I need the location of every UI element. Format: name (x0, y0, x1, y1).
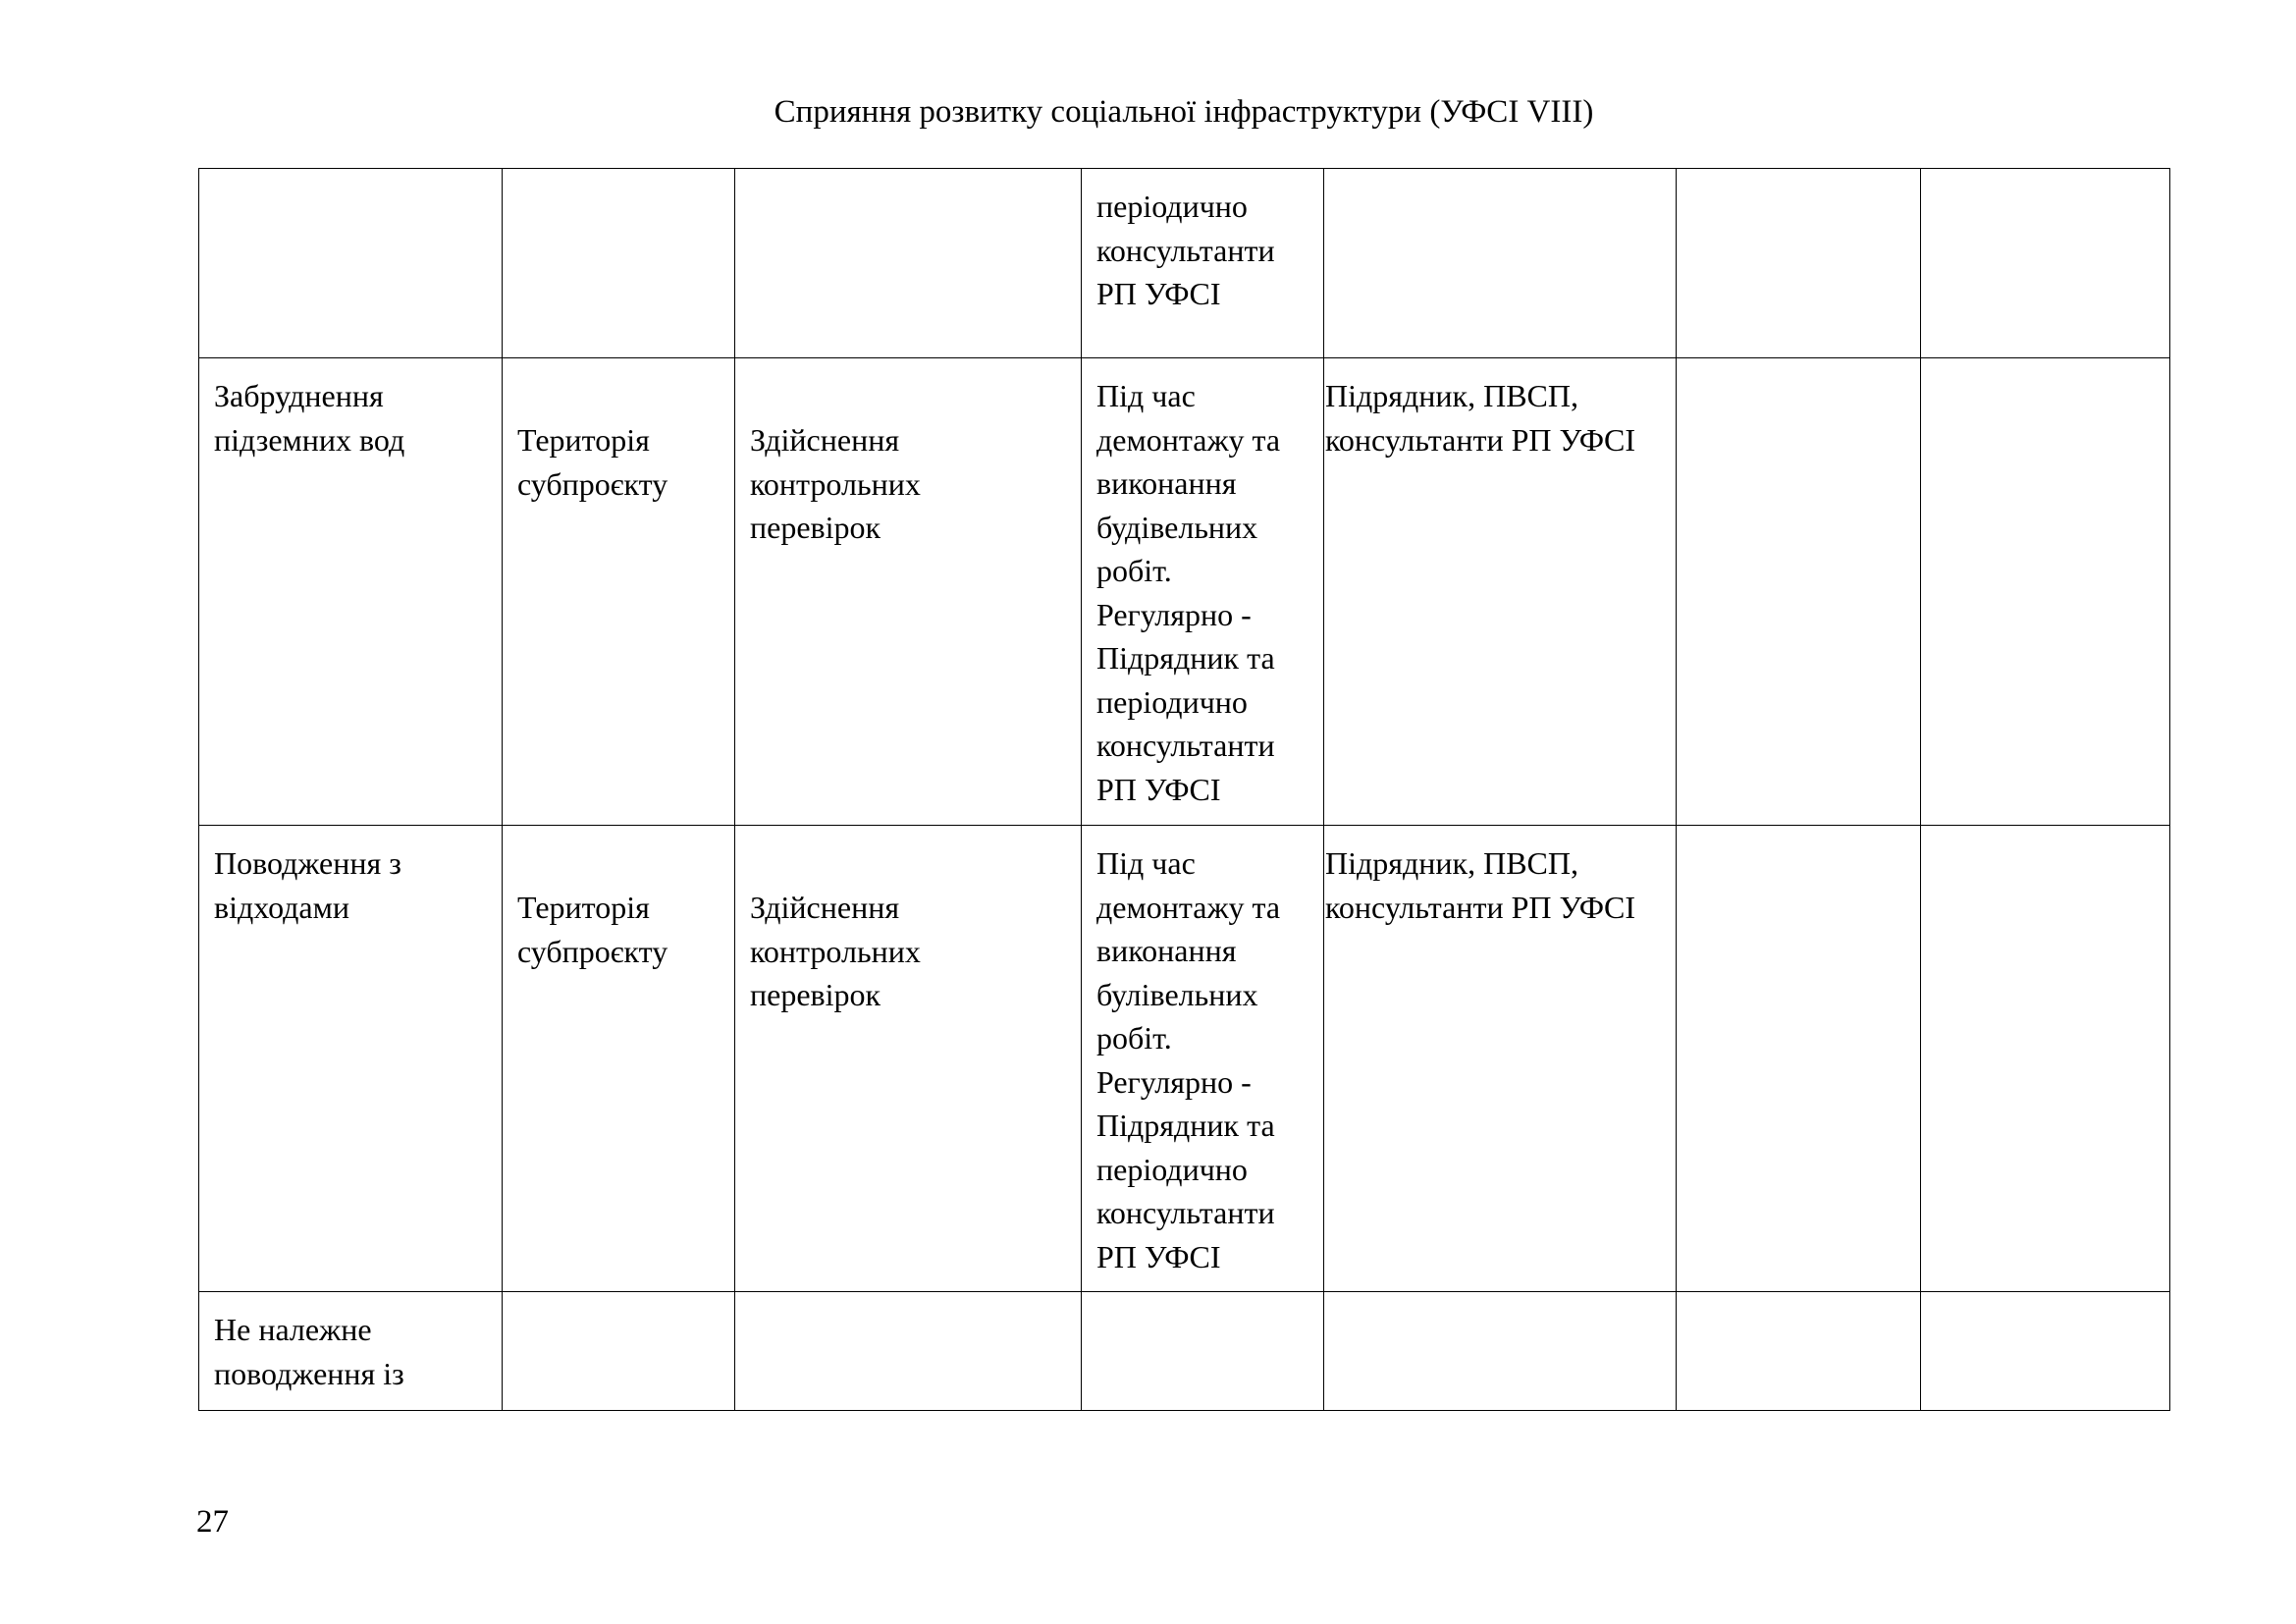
table-cell-issue: Поводження з відходами (199, 826, 503, 1292)
table-row (199, 169, 2170, 358)
table-cell-issue (199, 169, 503, 358)
table-cell-action: Здійснення контрольних перевірок (735, 358, 1082, 826)
table-row (199, 1292, 2170, 1411)
table-cell-empty (1677, 169, 1921, 358)
table-cell-timing: Під час демонтажу та виконання будівельних робіт. Регулярно - Підрядник та періодично консультанти РП УФСІ (1082, 358, 1324, 826)
table-cell-location: Територія субпроєкту (503, 826, 735, 1292)
table-cell-action (735, 1292, 1082, 1411)
table-row (199, 358, 2170, 826)
table-cell-location (503, 169, 735, 358)
monitoring-table (198, 168, 2170, 1411)
table-cell-responsible: Підрядник, ПВСП, консультанти РП УФСІ (1324, 358, 1677, 826)
table-cell-responsible (1324, 1292, 1677, 1411)
table-cell-issue: Не належне поводження із (199, 1292, 503, 1411)
table-cell-responsible (1324, 169, 1677, 358)
table-cell-timing (1082, 1292, 1324, 1411)
page-number: 27 (196, 1504, 229, 1540)
table-cell-issue: Забруднення підземних вод (199, 358, 503, 826)
table-cell-empty (1677, 1292, 1921, 1411)
table-cell-empty (1677, 358, 1921, 826)
table-cell-empty (1921, 826, 2170, 1292)
table-cell-location (503, 1292, 735, 1411)
table-cell-empty (1921, 358, 2170, 826)
page-header-title: Сприяння розвитку соціальної інфраструктури (УФСІ VIII) (774, 94, 1594, 130)
table-cell-action (735, 169, 1082, 358)
table-row (199, 826, 2170, 1292)
table-cell-location: Територія субпроєкту (503, 358, 735, 826)
table-cell-responsible: Підрядник, ПВСП, консультанти РП УФСІ (1324, 826, 1677, 1292)
table-cell-timing: періодично консультанти РП УФСІ (1082, 169, 1324, 358)
table-cell-empty (1921, 1292, 2170, 1411)
table-cell-empty (1677, 826, 1921, 1292)
table-cell-timing: Під час демонтажу та виконання булівельних робіт. Регулярно - Підрядник та періодично консультанти РП УФСІ (1082, 826, 1324, 1292)
table-cell-action: Здійснення контрольних перевірок (735, 826, 1082, 1292)
table-cell-empty (1921, 169, 2170, 358)
